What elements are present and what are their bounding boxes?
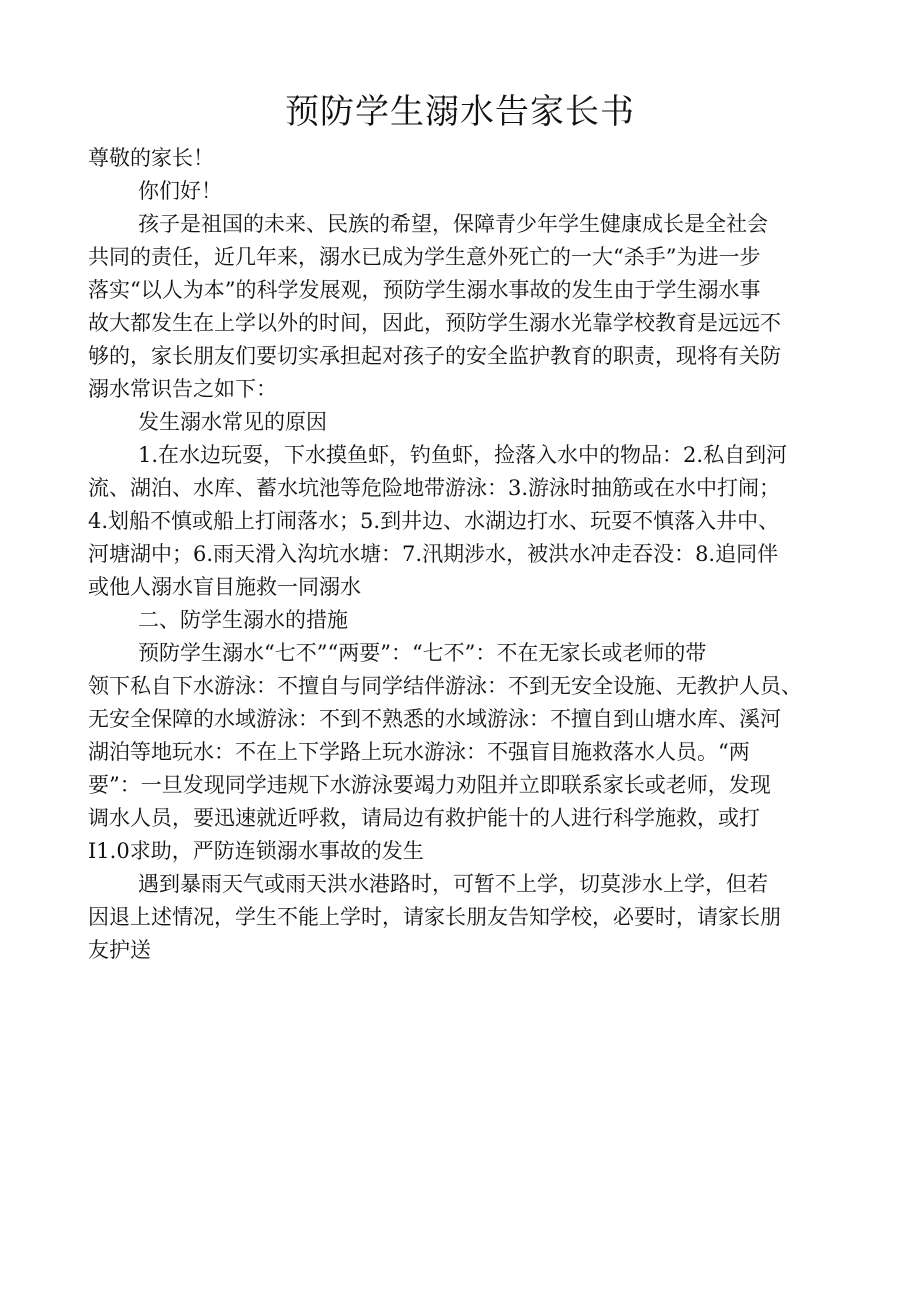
text-line: I1.0求助，严防连锁溺水事故的发生 — [88, 839, 424, 863]
text-line: 湖泊等地玩水：不在上下学路上玩水游泳：不强盲目施救落水人员。“两 — [88, 740, 750, 764]
document-title: 预防学生溺水告家长书 — [285, 92, 635, 132]
text-line: 无安全保障的水域游泳：不到不熟悉的水域游泳：不擅自到山塘水库、溪河 — [88, 707, 781, 731]
text-line: 要”：一旦发现同学违规下水游泳要竭力劝阻并立即联系家长或老师，发现 — [88, 773, 771, 797]
text-line: 尊敬的家长！ — [88, 146, 214, 170]
text-line: 4.划船不慎或船上打闹落水；5.到井边、水湖边打水、玩耍不慎落入井中、 — [88, 509, 780, 533]
text-line: 预防学生溺水“七不”“两要”：“七不”：不在无家长或老师的带 — [138, 641, 707, 665]
text-line: 流、湖泊、水库、蓄水坑池等危险地带游泳：3.游泳时抽筋或在水中打闹； — [88, 476, 781, 500]
text-line: 故大都发生在上学以外的时间，因此，预防学生溺水光靠学校教育是远远不 — [88, 311, 781, 335]
text-line: 遇到暴雨天气或雨天洪水港路时，可暂不上学，切莫涉水上学，但若 — [138, 872, 768, 896]
text-line: 你们好！ — [138, 179, 222, 203]
text-line: 或他人溺水盲目施救一同溺水 — [88, 575, 361, 599]
text-line: 友护送 — [88, 938, 151, 962]
document-body — [88, 142, 848, 967]
text-line: 溺水常识告之如下： — [88, 377, 277, 401]
text-line: 领下私自下水游泳：不擅自与同学结伴游泳：不到无安全设施、无教护人员、 — [88, 674, 802, 698]
text-line: 因退上述情况，学生不能上学时，请家长朋友告知学校，必要时，请家长朋 — [88, 905, 781, 929]
text-line: 共同的责任，近几年来，溺水已成为学生意外死亡的一大“杀手”为进一步 — [88, 245, 761, 269]
text-line: 发生溺水常见的原因 — [138, 410, 327, 434]
text-line: 河塘湖中；6.雨天滑入沟坑水塘：7.汛期涉水，被洪水冲走吞没：8.追同伴 — [88, 542, 779, 566]
text-line: 调水人员，要迅速就近呼救，请局边有救护能十的人进行科学施救，或打 — [88, 806, 760, 830]
text-line: 孩子是祖国的未来、民族的希望，保障青少年学生健康成长是全社会 — [138, 212, 768, 236]
text-line: 二、防学生溺水的措施 — [138, 608, 348, 632]
text-line: 够的，家长朋友们要切实承担起对孩子的安全监护教育的职责，现将有关防 — [88, 344, 781, 368]
text-line: 1.在水边玩耍，下水摸鱼虾，钓鱼虾，捡落入水中的物品：2.私自到河 — [138, 443, 788, 467]
text-line: 落实“以人为本”的科学发展观，预防学生溺水事故的发生由于学生溺水事 — [88, 278, 761, 302]
